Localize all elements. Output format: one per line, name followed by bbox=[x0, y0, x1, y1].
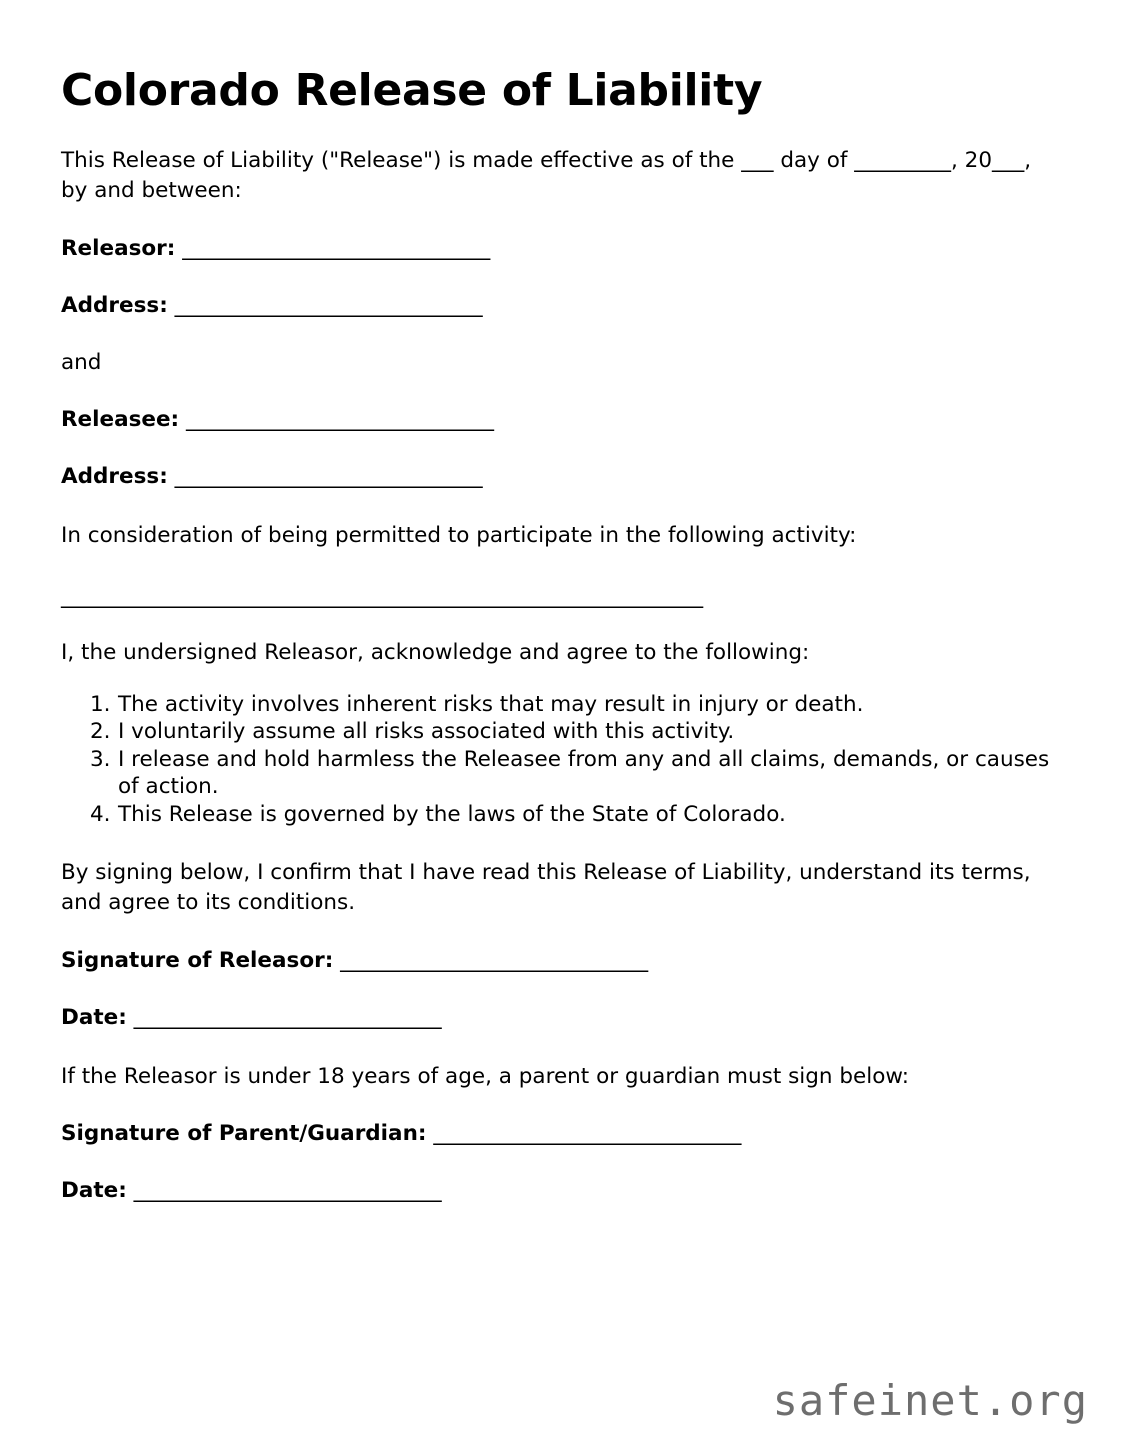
field-releasor-address-blank[interactable]: ______________________________ bbox=[174, 292, 483, 318]
list-item-number: 3. bbox=[90, 746, 111, 772]
confirmation-paragraph: By signing below, I confirm that I have read this Release of Liability, understand its terms, and agree to its conditions. bbox=[61, 859, 1031, 916]
list-item-number: 1. bbox=[90, 691, 111, 717]
list-item bbox=[61, 691, 1051, 719]
field-releasee-address-blank[interactable]: ______________________________ bbox=[174, 464, 483, 489]
field-releasor bbox=[61, 207, 1063, 264]
field-date-releasor-blank[interactable]: ______________________________ bbox=[133, 1004, 442, 1030]
list-item bbox=[61, 718, 1051, 746]
field-releasor-label: Releasor: bbox=[61, 235, 176, 261]
field-signature-guardian bbox=[61, 1092, 1063, 1149]
list-item-number: 4. bbox=[90, 801, 111, 827]
intro-paragraph: This Release of Liability ("Release") is made effective as of the ___ day of _________, 20___, by and between: bbox=[61, 147, 1032, 204]
activity-blank-line[interactable]: ______________________________________________________________ bbox=[61, 583, 703, 609]
field-date-guardian-label: Date: bbox=[61, 1178, 127, 1204]
list-item-text: I voluntarily assume all risks associated with this activity. bbox=[118, 719, 735, 745]
field-releasee-address bbox=[61, 435, 1063, 492]
field-signature-guardian-blank[interactable]: ______________________________ bbox=[433, 1121, 741, 1147]
field-releasor-address bbox=[61, 264, 1063, 321]
list-item bbox=[61, 746, 1051, 801]
terms-list bbox=[61, 669, 1051, 829]
field-releasor-blank[interactable]: ______________________________ bbox=[182, 235, 490, 261]
field-releasee-address-label: Address: bbox=[61, 464, 168, 489]
field-date-guardian bbox=[61, 1149, 1063, 1206]
field-releasor-address-label: Address: bbox=[61, 292, 168, 318]
conjunction-and: and bbox=[61, 349, 102, 375]
field-date-guardian-blank[interactable]: ______________________________ bbox=[133, 1178, 442, 1204]
field-date-releasor-label: Date: bbox=[61, 1004, 127, 1030]
page-title: Colorado Release of Liability bbox=[61, 65, 763, 116]
list-item bbox=[61, 801, 1051, 829]
minor-notice: If the Releasor is under 18 years of age, a parent or guardian must sign below: bbox=[61, 1063, 910, 1089]
list-item-text: I release and hold harmless the Releasee from any and all claims, demands, or causes of action. bbox=[118, 746, 1050, 800]
site-watermark: safeinet.org bbox=[772, 1376, 1088, 1425]
acknowledgement-lead: I, the undersigned Releasor, acknowledge and agree to the following: bbox=[61, 640, 810, 666]
field-releasee-blank[interactable]: ______________________________ bbox=[186, 406, 494, 432]
field-signature-releasor-label: Signature of Releasor: bbox=[61, 947, 334, 973]
field-releasee bbox=[61, 378, 1063, 435]
field-date-releasor bbox=[61, 976, 1063, 1033]
field-signature-releasor bbox=[61, 919, 1063, 976]
field-releasee-label: Releasee: bbox=[61, 406, 180, 432]
consideration-paragraph: In consideration of being permitted to participate in the following activity: bbox=[61, 523, 857, 549]
list-item-number: 2. bbox=[90, 719, 111, 745]
list-item-text: The activity involves inherent risks that may result in injury or death. bbox=[118, 691, 864, 717]
field-signature-releasor-blank[interactable]: ______________________________ bbox=[340, 947, 648, 973]
field-signature-guardian-label: Signature of Parent/Guardian: bbox=[61, 1121, 427, 1147]
list-item-text: This Release is governed by the laws of the State of Colorado. bbox=[118, 801, 786, 827]
